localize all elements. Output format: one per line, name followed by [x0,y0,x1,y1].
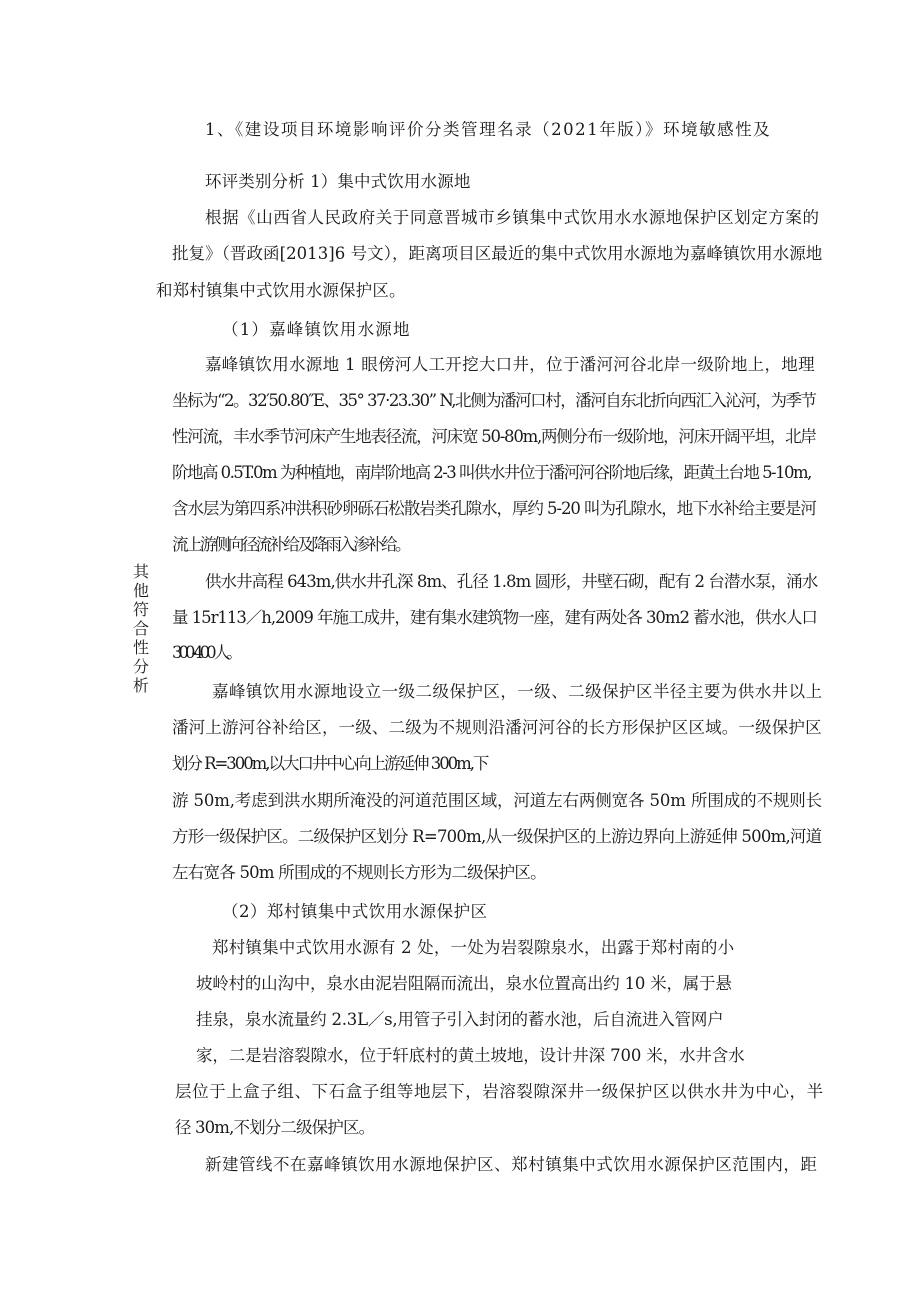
side-label: 其他符合性分析 [132,562,149,695]
text-line-3: 根据《山西省人民政府关于同意晋城市乡镇集中式饮用水水源地保护区划定方案的 [205,208,820,227]
text-line-24: 坡岭村的山沟中，泉水由泥岩阻隔而流出，泉水位置高出约 10 米，属于悬 [196,974,732,993]
text-line-23: 郑村镇集中式饮用水源有 2 处，一处为岩裂隙泉水，出露于郑村南的小 [212,938,735,957]
text-line-25: 挂泉，泉水流量约 2.3L／s,用管子引入封闭的蓄水池，后自流进入管网户 [196,1010,724,1029]
text-line-28: 径 30m,不划分二级保护区。 [175,1118,375,1137]
text-line-2: 环评类别分析 1）集中式饮用水源地 [205,172,471,191]
text-line-27: 层位于上盒子组、下石盒子组等地层下，岩溶裂隙深井一级保护区以供水井为中心，半 [175,1082,824,1101]
text-line-6: （1）嘉峰镇饮用水源地 [222,320,411,339]
text-line-21: 左右宽各 50m 所围成的不规则长方形为二级保护区。 [172,863,546,882]
text-line-5: 和郑村镇集中式饮用水源保护区。 [156,281,406,300]
text-line-15: 300-400 人。 [172,643,239,662]
text-line-22: （2）郑村镇集中式饮用水源保护区 [222,902,488,921]
text-line-10: 阶地高 0.5T.0m 为种植地，南岸阶地高 2-3 叫供水井位于潘河河谷阶地后缘，距黄土台地 5-10m, [172,463,811,482]
text-line-7: 嘉峰镇饮用水源地 1 眼傍河人工开挖大口井，位于潘河河谷北岸一级阶地上，地理 [205,355,815,374]
text-line-17: 潘河上游河谷补给区，一级、二级为不规则沿潘河河谷的长方形保护区区域。一级保护区 [172,718,822,737]
text-line-13: 供水井高程 643m,供水井孔深 8m、孔径 1.8m 圆形，井壁石砌，配有 2 台潜水泵，涌水 [205,572,818,591]
text-line-12: 流上游侧向径流补给及降雨入渗补给。 [172,535,409,554]
text-line-20: 方形一级保护区。二级保护区划分 R=700m,从一级保护区的上游边界向上游延伸 500m,河道 [172,827,822,846]
text-line-1: 1、《建设项目环境影响评价分类管理名录（2021年版）》环境敏感性及 [205,120,772,139]
text-line-18: 划分 R=300m,以大口井中心向上游延伸 300m,下 [172,754,488,773]
text-line-29: 新建管线不在嘉峰镇饮用水源地保护区、郑村镇集中式饮用水源保护区范围内，距 [205,1155,818,1174]
text-line-11: 含水层为第四系冲洪积砂卵砾石松散岩类孔隙水，厚约 5-20 叫为孔隙水，地下水补给主要是河 [172,499,816,518]
text-line-8: 坐标为“2。32′50.80″E、35° 37·23.30” N,北侧为潘河口村，潘河自东北折向西汇入沁河，为季节 [172,391,816,410]
text-line-16: 嘉峰镇饮用水源地设立一级二级保护区，一级、二级保护区半径主要为供水井以上 [212,682,823,701]
text-line-4: 批复》（晋政函[2013]6 号文），距离项目区最近的集中式饮用水源地为嘉峰镇饮用水源地 [172,244,823,263]
text-line-19: 游 50m,考虑到洪水期所淹没的河道范围区域，河道左右两侧宽各 50m 所围成的不规则长 [172,791,822,810]
text-line-26: 家，二是岩溶裂隙水，位于轩底村的黄土坡地，设计井深 700 米，水井含水 [196,1046,745,1065]
text-line-9: 性河流，丰水季节河床产生地表径流，河床宽 50-80m,两侧分布一级阶地，河床开阔平坦，北岸 [172,427,816,446]
text-line-14: 量 15r113／h,2009 年施工成井，建有集水建筑物一座，建有两处各 30m2 蓄水池，供水人口 [172,608,817,627]
